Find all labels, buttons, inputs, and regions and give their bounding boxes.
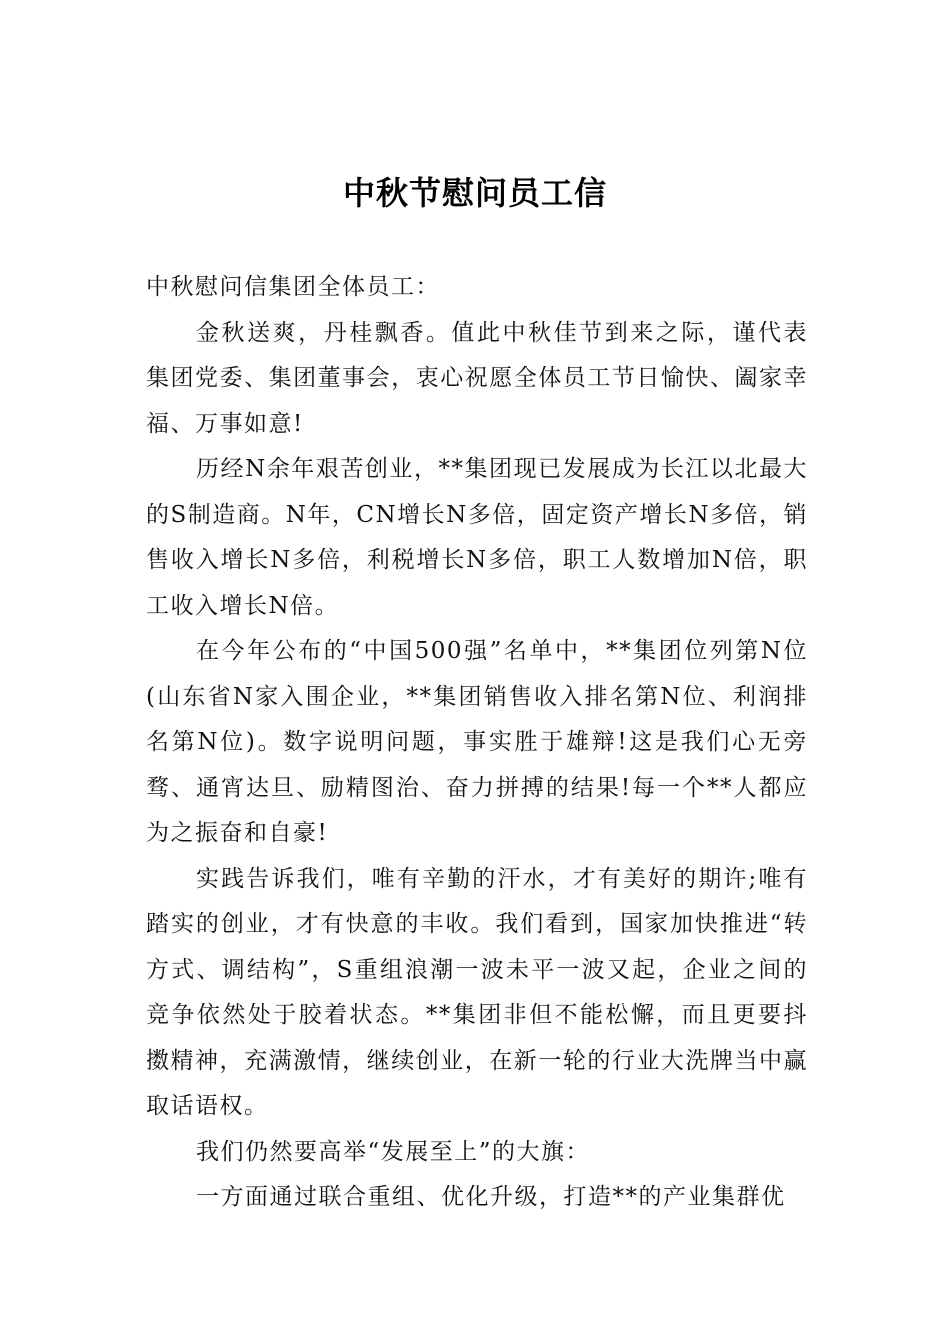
document-title: 中秋节慰问员工信 [342, 174, 607, 212]
paragraph-ranking: 在今年公布的“中国500强”名单中，**集团位列第N位(山东省N家入围企业，**集团销售收入排名第N位、利润排名第N位)。数字说明问题，事实胜于雄辩!这是我们心无旁骛、通宵达旦、励精图治、奋力拼搏的结果!每一个**人都应为之振奋和自豪! [146, 638, 808, 846]
paragraph-development: 历经N余年艰苦创业，**集团现已发展成为长江以北最大的S制造商。N年，CN增长N多倍，固定资产增长N多倍，销售收入增长N多倍，利税增长N多倍，职工人数增加N倍，职工收入增长N倍。 [146, 456, 808, 619]
paragraph-practice: 实践告诉我们，唯有辛勤的汗水，才有美好的期许;唯有踏实的创业，才有快意的丰收。我们看到，国家加快推进“转方式、调结构”，S重组浪潮一波未平一波又起，企业之间的竞争依然处于胶着状态。**集团非但不能松懈，而且更要抖擞精神，充满激情，继续创业，在新一轮的行业大洗牌当中赢取话语权。 [146, 865, 808, 1119]
paragraph-banner: 我们仍然要高举“发展至上”的大旗： [196, 1138, 591, 1165]
paragraph-one-aspect: 一方面通过联合重组、优化升级，打造**的产业集群优 [196, 1184, 786, 1210]
salutation: 中秋慰问信集团全体员工： [146, 274, 440, 300]
letter-body [146, 265, 808, 1221]
paragraph-greeting: 金秋送爽，丹桂飘香。值此中秋佳节到来之际，谨代表集团党委、集团董事会，衷心祝愿全体员工节日愉快、阖家幸福、万事如意! [146, 319, 808, 437]
